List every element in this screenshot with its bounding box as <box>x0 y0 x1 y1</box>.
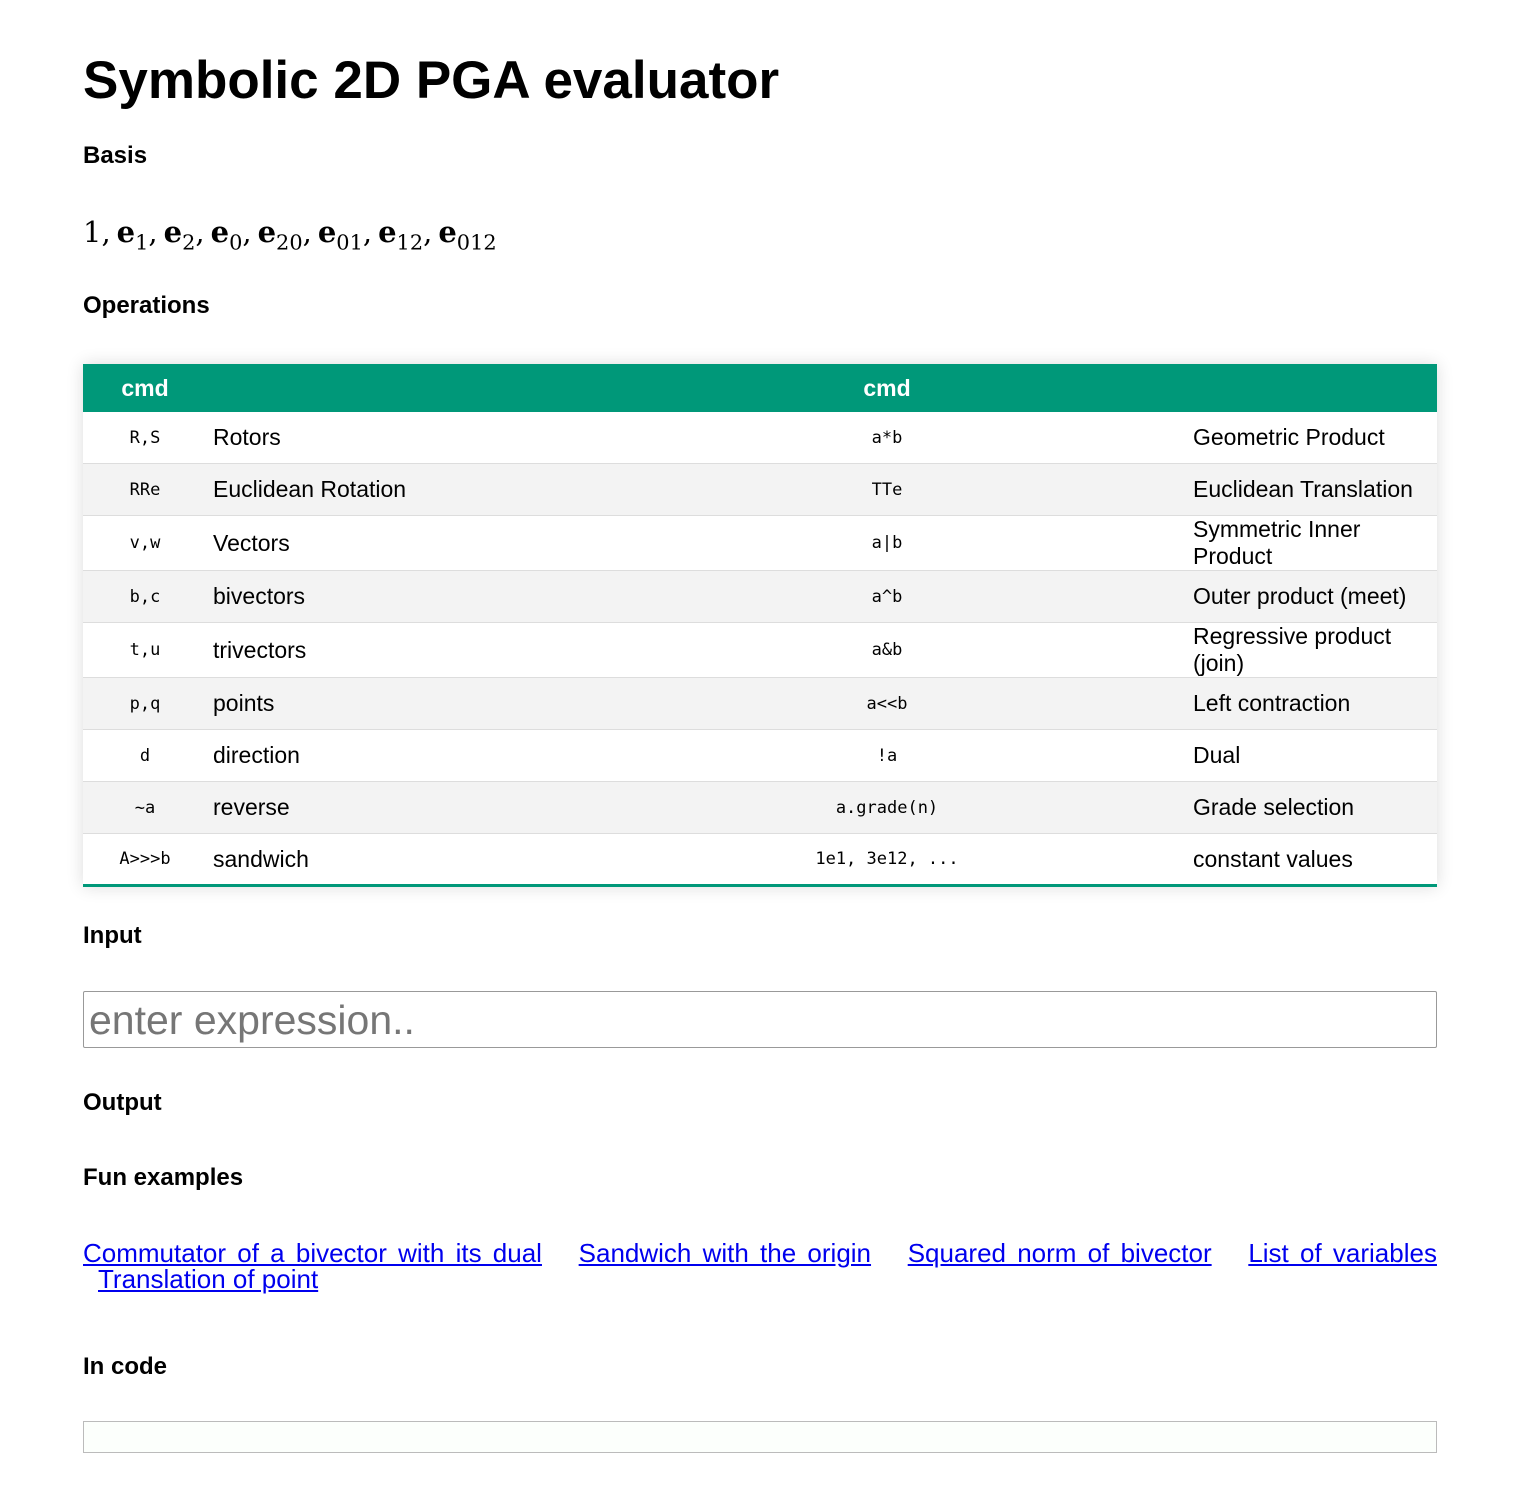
examples-heading: Fun examples <box>83 1164 244 1191</box>
header-cmd-2: cmd <box>863 374 911 401</box>
basis-separator: , <box>242 215 252 249</box>
in-code-heading: In code <box>83 1353 168 1380</box>
basis-symbol: e <box>317 215 337 249</box>
example-link-list-variables[interactable]: List of variables <box>1248 1238 1437 1268</box>
table-row <box>83 782 1437 834</box>
table-row <box>83 516 1437 571</box>
basis-symbol: e <box>378 215 397 249</box>
table-row <box>83 623 1437 678</box>
basis-subscript: 0 <box>229 230 243 255</box>
operations-table-header <box>83 364 1437 412</box>
table-row <box>83 571 1437 623</box>
cmd-cell: R,S <box>83 412 207 464</box>
desc-cell: trivectors <box>207 623 581 678</box>
example-link-squared-norm[interactable]: Squared norm of bivector <box>907 1238 1212 1268</box>
cmd-cell: d <box>83 730 207 782</box>
basis-list <box>83 212 497 255</box>
table-row <box>83 412 1437 464</box>
operations-table <box>83 364 1437 887</box>
basis-symbol: e <box>438 215 457 249</box>
basis-element <box>378 215 424 255</box>
cmd-cell: RRe <box>83 464 207 516</box>
cmd-cell: !a <box>581 730 1193 782</box>
basis-symbol: e <box>257 215 277 249</box>
basis-element <box>317 215 363 255</box>
desc-cell: Grade selection <box>1193 782 1437 834</box>
example-link-translation[interactable]: Translation of point <box>98 1264 319 1294</box>
desc-cell: Geometric Product <box>1193 412 1437 464</box>
cmd-cell: 1e1, 3e12, ... <box>581 834 1193 886</box>
basis-element <box>210 215 243 255</box>
table-row <box>83 464 1437 516</box>
basis-symbol: 1 <box>83 215 102 249</box>
desc-cell: points <box>207 678 581 730</box>
basis-symbol: e <box>163 215 183 249</box>
expression-input[interactable] <box>83 991 1437 1048</box>
basis-subscript: 012 <box>456 230 497 255</box>
basis-separator: , <box>148 215 158 249</box>
cmd-cell: TTe <box>581 464 1193 516</box>
example-link-sandwich-origin[interactable]: Sandwich with the origin <box>578 1238 872 1268</box>
cmd-cell: A>>>b <box>83 834 207 886</box>
cmd-cell: a|b <box>581 516 1193 571</box>
basis-subscript: 20 <box>276 230 303 255</box>
example-link-commutator[interactable]: Commutator of a bivector with its dual <box>83 1238 542 1268</box>
desc-cell: Left contraction <box>1193 678 1437 730</box>
cmd-cell: p,q <box>83 678 207 730</box>
basis-separator: , <box>101 215 111 249</box>
table-row <box>83 730 1437 782</box>
cmd-cell: a.grade(n) <box>581 782 1193 834</box>
desc-cell: Symmetric Inner Product <box>1193 516 1437 571</box>
desc-cell: Euclidean Translation <box>1193 464 1437 516</box>
basis-separator: , <box>302 215 312 249</box>
header-desc-1 <box>207 364 581 412</box>
output-heading: Output <box>83 1089 162 1116</box>
desc-cell: Outer product (meet) <box>1193 571 1437 623</box>
cmd-cell: a&b <box>581 623 1193 678</box>
code-output-box <box>83 1421 1437 1453</box>
cmd-cell: b,c <box>83 571 207 623</box>
desc-cell: bivectors <box>207 571 581 623</box>
cmd-cell: ~a <box>83 782 207 834</box>
basis-symbol: e <box>116 215 136 249</box>
basis-separator: , <box>362 215 373 249</box>
table-row <box>83 834 1437 886</box>
header-cmd-1: cmd <box>121 374 169 401</box>
basis-element <box>116 215 149 255</box>
table-row <box>83 678 1437 730</box>
cmd-cell: v,w <box>83 516 207 571</box>
basis-element <box>163 215 196 255</box>
basis-symbol: e <box>210 215 230 249</box>
header-desc-2 <box>1193 364 1437 412</box>
basis-separator: , <box>195 215 205 249</box>
cmd-cell: a^b <box>581 571 1193 623</box>
desc-cell: Euclidean Rotation <box>207 464 581 516</box>
input-heading: Input <box>83 922 142 949</box>
cmd-cell: a<<b <box>581 678 1193 730</box>
basis-subscript: 1 <box>135 230 149 255</box>
basis-separator: , <box>423 215 433 249</box>
basis-heading: Basis <box>83 142 148 169</box>
basis-subscript: 12 <box>396 230 424 255</box>
cmd-cell: t,u <box>83 623 207 678</box>
basis-subscript: 2 <box>182 230 196 255</box>
desc-cell: Rotors <box>207 412 581 464</box>
basis-element <box>257 215 303 255</box>
desc-cell: Regressive product (join) <box>1193 623 1437 678</box>
operations-heading: Operations <box>83 292 210 319</box>
cmd-cell: a*b <box>581 412 1193 464</box>
examples-list <box>83 1236 1437 1296</box>
basis-element <box>438 215 497 255</box>
desc-cell: Vectors <box>207 516 581 571</box>
page-title: Symbolic 2D PGA evaluator <box>83 51 780 110</box>
desc-cell: reverse <box>207 782 581 834</box>
desc-cell: Dual <box>1193 730 1437 782</box>
basis-subscript: 01 <box>336 230 363 255</box>
basis-element <box>83 215 101 249</box>
desc-cell: direction <box>207 730 581 782</box>
desc-cell: constant values <box>1193 834 1437 886</box>
desc-cell: sandwich <box>207 834 581 886</box>
